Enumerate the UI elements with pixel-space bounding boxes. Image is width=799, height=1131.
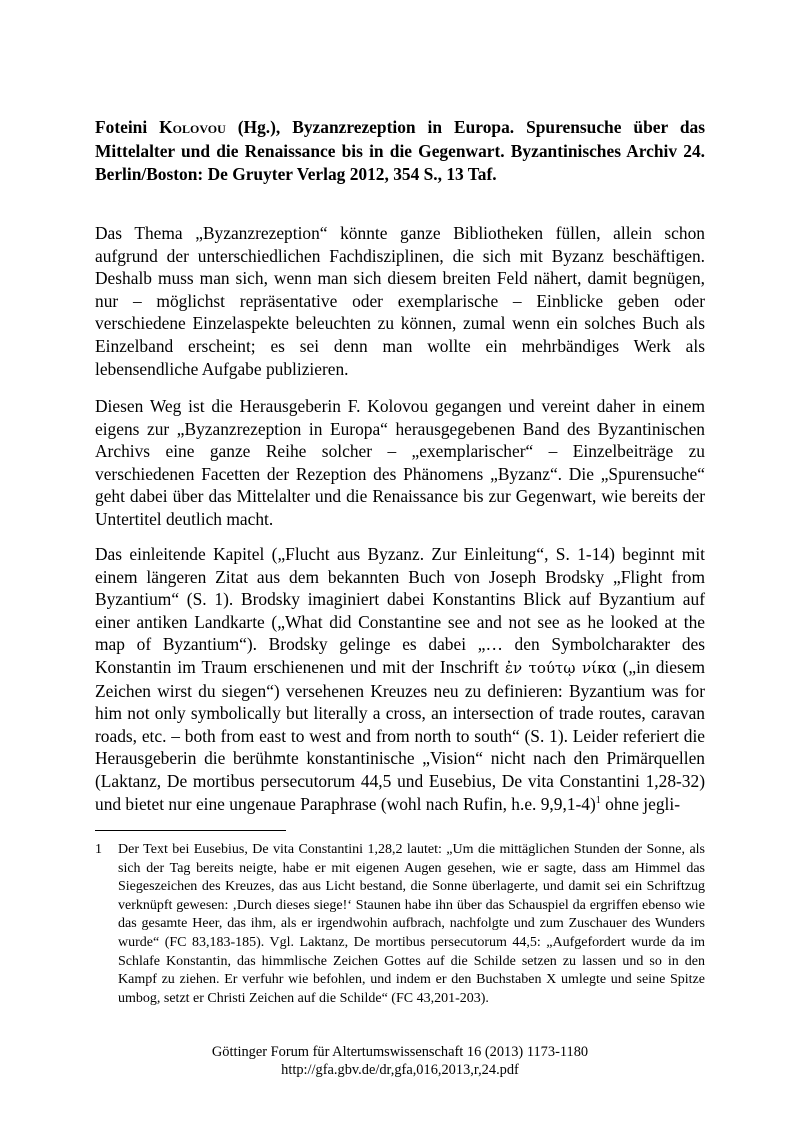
source-url[interactable]: http://gfa.gbv.de/dr,gfa,016,2013,r,24.pdf	[281, 1061, 519, 1078]
paragraph-3-part-b: („in diesem Zeichen wirst du siegen“) versehenen Kreuzes neu zu definieren: Byzantium was for him not only symbolically but literally a cross, an intersection of trade routes, caravan roads, etc. – both from east to west and from north to south“ (S. 1). Leider referiert die Herausgeberin die berühmte konstantinische „Vision“ nicht nach den Primärquellen (Laktanz, De mortibus persecutorum 44,5 und Eusebius, De vita Constantini 1,28-32) und bietet nur eine ungenaue Paraphrase (wohl nach Rufin, h.e. 9,9,1-4)	[95, 656, 705, 814]
footnote-1	[95, 841, 705, 1008]
footnote-divider	[95, 830, 286, 831]
footnote-number: 1	[95, 842, 102, 857]
paragraph-2: Diesen Weg ist die Herausgeberin F. Kolovou gegangen und vereint daher in einem eigens zur „Byzanzrezeption in Europa“ herausgegebenen Band des Byzantinischen Archivs eine ganze Reihe solcher – „exemplarischer“ – Einzelbeiträge zu verschiedenen Facetten der Rezeption des Phänomens „Byzanz“. Die „Spurensuche“ geht dabei über das Mittelalter und die Renaissance bis zur Gegenwart, wie bereits der Untertitel deutlich macht.	[95, 396, 705, 529]
paragraph-3-part-a: Das einleitende Kapitel („Flucht aus Byzanz. Zur Einleitung“, S. 1-14) beginnt mit einem längeren Zitat aus dem bekannten Buch von Joseph Brodsky „Flight from Byzantium“ (S. 1). Brodsky imaginiert dabei Konstantins Blick auf Byzantium auf einer antiken Landkarte („What did Constantine see and not see as he looked at the map of Byzantium“). Brodsky gelinge es dabei „… den Symbolcharakter des Konstantin im Traum erschienenen und mit der Inschrift	[95, 544, 705, 677]
paragraph-1: Das Thema „Byzanzrezeption“ könnte ganze Bibliotheken füllen, allein schon aufgrund der unterschiedlichen Fachdisziplinen, die sich mit Byzanz beschäftigen. Deshalb muss man sich, wenn man sich diesem breiten Feld nähert, damit begnügen, nur – möglichst repräsentative oder exemplarische – Einblicke geben oder verschiedene Einzelaspekte beleuchten zu können, zumal wenn ein solches Buch als Einzelband erscheint; es sei denn man wollte ein mehrbändiges Werk als lebensendliche Aufgabe publizieren.	[95, 223, 705, 379]
page-footer	[95, 1044, 705, 1079]
greek-inscription: ἐν τούτῳ νίκα	[504, 658, 617, 677]
author-first-name: Foteini	[95, 117, 160, 137]
author-last-name: Kolovou	[159, 117, 226, 137]
paragraph-3	[95, 543, 705, 815]
title-rest: (Hg.), Byzanzrezeption in Europa. Spurensuche über das Mittelalter und die Renaissance bis in die Gegenwart. Byzantinisches Archiv 24. Berlin/Boston: De Gruyter Verlag 2012, 354 S., 13 Taf.	[95, 117, 706, 184]
review-title	[95, 116, 705, 187]
footnote-text: Der Text bei Eusebius, De vita Constantini 1,28,2 lautet: „Um die mittäglichen Stunden der Sonne, als sich der Tag bereits neigte, habe er mit eigenen Augen gesehen, wie er sagte, dass am Himmel das Siegeszeichen des Kreuzes, das aus Licht bestand, die Sonne überlagerte, und damit sei ein Schriftzug verknüpft gewesen: ‚Durch dieses siege!‘ Staunen habe ihn über das Schauspiel da ergriffen ebenso wie das gesamte Heer, das ihm, als er irgendwohin aufbrach, nachfolgte und zum Zuschauer des Wunders wurde“ (FC 83,183-185). Vgl. Laktanz, De mortibus persecutorum 44,5: „Aufgefordert wurde da im Schlafe Konstantin, das himmlische Zeichen Gottes auf die Schilde setzen zu lassen und so in den Kampf zu ziehen. Er verfuhr wie befohlen, und indem er den Buchstaben X umlegte und seine Spitze umbog, setzt er Christi Zeichen auf die Schilde“ (FC 43,201-203).	[118, 842, 705, 1006]
footnote-reference[interactable]: 1	[595, 794, 601, 806]
paragraph-3-part-c: ohne jegli-	[600, 793, 680, 814]
journal-citation: Göttinger Forum für Altertumswissenschaft 16 (2013) 1173-1180	[211, 1044, 589, 1060]
